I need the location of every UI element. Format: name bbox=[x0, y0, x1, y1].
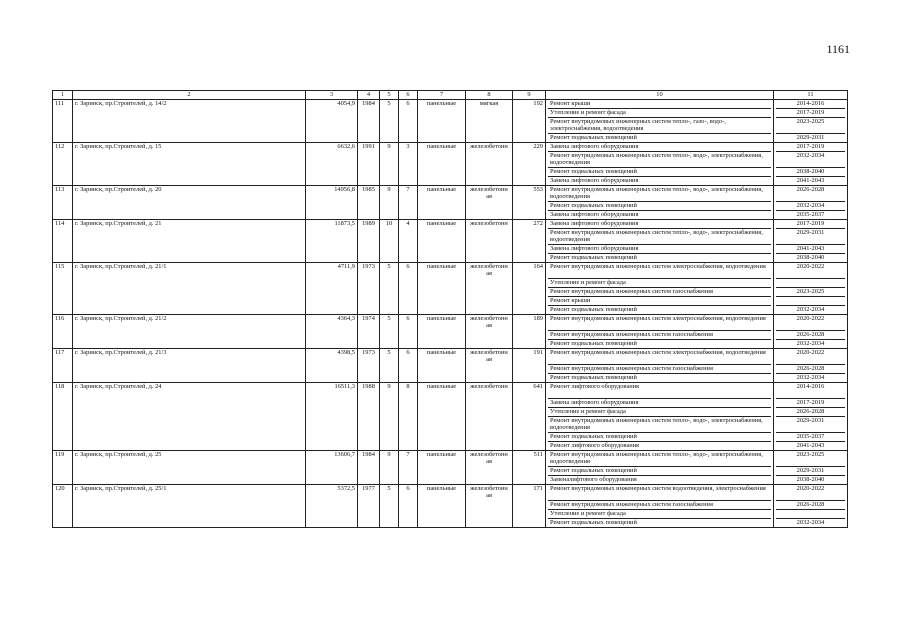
work-years: 2020-2022 bbox=[796, 263, 825, 270]
table-row bbox=[53, 349, 848, 383]
wall-material-cell: панельные bbox=[418, 220, 466, 263]
work-item: Ремонт внутридомовых инженерных систем электроснабжения, водоотведения bbox=[550, 263, 766, 270]
table-row bbox=[53, 100, 848, 143]
table-row bbox=[53, 451, 848, 485]
floors-cell: 5 bbox=[380, 485, 399, 528]
work-item: Замена лифтового оборудования bbox=[548, 399, 771, 408]
work-years: 2038-2040 bbox=[776, 476, 845, 485]
years-list bbox=[776, 220, 845, 262]
area-cell: 6632,6 bbox=[306, 143, 358, 186]
work-years: 2020-2022 bbox=[796, 485, 825, 492]
work-years: 2020-2022 bbox=[796, 315, 825, 322]
column-header-9: 9 bbox=[513, 91, 546, 100]
work-years: 2026-2028 bbox=[776, 365, 845, 374]
entrances-cell: 6 bbox=[399, 263, 418, 315]
years-list bbox=[776, 315, 845, 348]
row-number: 111 bbox=[53, 100, 73, 143]
work-years: 2041-2043 bbox=[776, 177, 845, 186]
work-years: 2026-2028 bbox=[776, 408, 845, 417]
floors-cell: 5 bbox=[380, 263, 399, 315]
work-years: 2014-2016 bbox=[796, 383, 825, 390]
works-cell bbox=[546, 143, 774, 186]
roof-type-cell: железобетонн ая bbox=[466, 263, 513, 315]
work-years: 2029-2031 bbox=[776, 229, 845, 245]
year-built-cell: 1988 bbox=[358, 383, 380, 451]
area-cell: 14956,8 bbox=[306, 186, 358, 220]
year-built-cell: 1973 bbox=[358, 263, 380, 315]
column-header-10: 10 bbox=[546, 91, 774, 100]
work-item: Ремонт внутридомовых инженерных систем электроснабжения, водоотведения bbox=[550, 315, 766, 322]
residents-cell: 511 bbox=[513, 451, 546, 485]
work-item: Ремонт подвальных помещений bbox=[548, 374, 771, 383]
entrances-cell: 6 bbox=[399, 485, 418, 528]
column-header-11: 11 bbox=[774, 91, 848, 100]
table-row bbox=[53, 485, 848, 528]
years-cell bbox=[774, 100, 848, 143]
roof-type-cell: мягкая bbox=[466, 100, 513, 143]
wall-material-cell: панельные bbox=[418, 485, 466, 528]
work-years: 2032-2034 bbox=[776, 202, 845, 211]
address-cell: г. Заринск, пр.Строителей, д. 21/2 bbox=[73, 315, 306, 349]
address-cell: г. Заринск, пр.Строителей, д. 24 bbox=[73, 383, 306, 451]
roof-type-cell: железобетонн ая bbox=[466, 451, 513, 485]
work-item: Утепление и ремонт фасада bbox=[548, 279, 771, 288]
work-years: 2026-2028 bbox=[776, 331, 845, 340]
works-cell bbox=[546, 451, 774, 485]
entrances-cell: 8 bbox=[399, 383, 418, 451]
works-cell bbox=[546, 100, 774, 143]
entrances-cell: 7 bbox=[399, 186, 418, 220]
wall-material-cell: панельные bbox=[418, 186, 466, 220]
years-list bbox=[776, 349, 845, 382]
area-cell: 13606,7 bbox=[306, 451, 358, 485]
residents-cell: 192 bbox=[513, 100, 546, 143]
work-years: 2029-2031 bbox=[776, 417, 845, 433]
years-cell bbox=[774, 263, 848, 315]
table-body bbox=[53, 100, 848, 528]
roof-type-cell: железобетонн ая bbox=[466, 315, 513, 349]
years-list bbox=[776, 186, 845, 219]
table-row bbox=[53, 315, 848, 349]
work-years: 2023-2025 bbox=[776, 118, 845, 134]
column-header-6: 6 bbox=[399, 91, 418, 100]
work-years bbox=[776, 510, 845, 519]
work-item: Заменалифтового оборудования bbox=[548, 476, 771, 485]
residents-cell: 164 bbox=[513, 263, 546, 315]
address-cell: г. Заринск, пр.Строителей, д. 14/2 bbox=[73, 100, 306, 143]
works-list bbox=[548, 451, 771, 484]
work-item: Ремонт подвальных помещений bbox=[548, 168, 771, 177]
row-number: 113 bbox=[53, 186, 73, 220]
roof-type-cell: железобетонн bbox=[466, 143, 513, 186]
column-header-5: 5 bbox=[380, 91, 399, 100]
year-built-cell: 1991 bbox=[358, 143, 380, 186]
floors-cell: 10 bbox=[380, 220, 399, 263]
works-cell bbox=[546, 186, 774, 220]
row-number: 120 bbox=[53, 485, 73, 528]
years-cell bbox=[774, 220, 848, 263]
year-built-cell: 1989 bbox=[358, 220, 380, 263]
floors-cell: 5 bbox=[380, 349, 399, 383]
work-years: 2032-2034 bbox=[776, 374, 845, 383]
table-row bbox=[53, 143, 848, 186]
work-years: 2038-2040 bbox=[776, 168, 845, 177]
entrances-cell: 6 bbox=[399, 100, 418, 143]
repair-schedule-table bbox=[52, 90, 848, 528]
works-list bbox=[548, 186, 771, 219]
entrances-cell: 6 bbox=[399, 315, 418, 349]
works-list bbox=[548, 315, 771, 348]
residents-cell: 553 bbox=[513, 186, 546, 220]
address-cell: г. Заринск, пр.Строителей, д. 25 bbox=[73, 451, 306, 485]
years-cell bbox=[774, 349, 848, 383]
years-list bbox=[776, 143, 845, 185]
area-cell: 16511,3 bbox=[306, 383, 358, 451]
residents-cell: 189 bbox=[513, 315, 546, 349]
table-row bbox=[53, 220, 848, 263]
area-cell: 4364,3 bbox=[306, 315, 358, 349]
work-years: 2041-2043 bbox=[776, 442, 845, 451]
header-row bbox=[53, 91, 848, 100]
years-cell bbox=[774, 383, 848, 451]
work-years: 2032-2034 bbox=[776, 306, 845, 315]
work-item: Ремонт подвальных помещений bbox=[548, 254, 771, 263]
area-cell: 4398,5 bbox=[306, 349, 358, 383]
roof-type-cell: железобетонн ая bbox=[466, 186, 513, 220]
work-years: 2017-2019 bbox=[776, 109, 845, 118]
year-built-cell: 1984 bbox=[358, 100, 380, 143]
works-cell bbox=[546, 263, 774, 315]
residents-cell: 641 bbox=[513, 383, 546, 451]
year-built-cell: 1974 bbox=[358, 315, 380, 349]
work-years: 2035-2037 bbox=[776, 211, 845, 220]
roof-type-cell: железобетонн bbox=[466, 383, 513, 451]
roof-type-cell: железобетонн ая bbox=[466, 349, 513, 383]
row-number: 116 bbox=[53, 315, 73, 349]
row-number: 119 bbox=[53, 451, 73, 485]
work-years: 2038-2040 bbox=[776, 254, 845, 263]
work-years: 2020-2022 bbox=[796, 349, 825, 356]
work-item: Ремонт внутридомовых инженерных систем газоснабжения bbox=[548, 331, 771, 340]
work-item: Ремонт внутридомовых инженерных систем тепло-, водо-, электроснабжения, водоотведения bbox=[548, 417, 771, 433]
wall-material-cell: панельные bbox=[418, 315, 466, 349]
area-cell: 4054,9 bbox=[306, 100, 358, 143]
work-item: Ремонт подвальных помещений bbox=[548, 202, 771, 211]
years-list bbox=[776, 383, 845, 450]
column-header-7: 7 bbox=[418, 91, 466, 100]
works-list bbox=[548, 263, 771, 314]
wall-material-cell: панельные bbox=[418, 451, 466, 485]
floors-cell: 9 bbox=[380, 186, 399, 220]
table-row bbox=[53, 383, 848, 451]
work-item: Ремонт подвальных помещений bbox=[548, 306, 771, 315]
work-item: Утепление и ремонт фасада bbox=[548, 408, 771, 417]
work-item: Утепление и ремонт фасада bbox=[548, 109, 771, 118]
page-number: 1161 bbox=[826, 42, 850, 56]
work-item: Ремонт подвальных помещений bbox=[548, 340, 771, 349]
wall-material-cell: панельные bbox=[418, 143, 466, 186]
floors-cell: 9 bbox=[380, 143, 399, 186]
wall-material-cell: панельные bbox=[418, 349, 466, 383]
row-number: 115 bbox=[53, 263, 73, 315]
row-number: 118 bbox=[53, 383, 73, 451]
area-cell: 5372,5 bbox=[306, 485, 358, 528]
work-years: 2035-2037 bbox=[776, 433, 845, 442]
works-cell bbox=[546, 220, 774, 263]
works-list bbox=[548, 143, 771, 185]
residents-cell: 191 bbox=[513, 349, 546, 383]
work-years bbox=[776, 279, 845, 288]
work-years: 2032-2034 bbox=[776, 340, 845, 349]
works-list bbox=[548, 485, 771, 527]
work-item: Ремонт внутридомовых инженерных систем тепло-, газо-, водо-, электроснабжения, водоотведения bbox=[548, 118, 771, 134]
works-cell bbox=[546, 485, 774, 528]
table-row bbox=[53, 263, 848, 315]
work-item: Замена лифтового оборудования bbox=[548, 245, 771, 254]
works-list bbox=[548, 349, 771, 382]
residents-cell: 229 bbox=[513, 143, 546, 186]
works-list bbox=[548, 100, 771, 142]
column-header-8: 8 bbox=[466, 91, 513, 100]
work-item: Ремонт крыши bbox=[548, 297, 771, 306]
work-years: 2032-2034 bbox=[776, 519, 845, 528]
years-list bbox=[776, 100, 845, 142]
floors-cell: 5 bbox=[380, 315, 399, 349]
work-years bbox=[776, 297, 845, 306]
roof-type-cell: железобетонн bbox=[466, 220, 513, 263]
work-item: Замена лифтового оборудования bbox=[550, 143, 639, 150]
work-years: 2026-2028 bbox=[796, 186, 825, 193]
work-years: 2032-2034 bbox=[776, 152, 845, 168]
work-years: 2017-2019 bbox=[796, 220, 825, 227]
work-item: Ремонт внутридомовых инженерных систем газоснабжения bbox=[548, 365, 771, 374]
floors-cell: 9 bbox=[380, 383, 399, 451]
years-list bbox=[776, 451, 845, 484]
column-header-4: 4 bbox=[358, 91, 380, 100]
wall-material-cell: панельные bbox=[418, 383, 466, 451]
years-cell bbox=[774, 485, 848, 528]
work-years: 2029-2031 bbox=[776, 467, 845, 476]
work-item: Ремонт внутридомовых инженерных систем газоснабжения bbox=[548, 288, 771, 297]
row-number: 117 bbox=[53, 349, 73, 383]
work-item: Замена лифтового оборудования bbox=[548, 211, 771, 220]
work-years: 2014-2016 bbox=[796, 100, 825, 107]
work-years: 2017-2019 bbox=[796, 143, 825, 150]
years-list bbox=[776, 263, 845, 314]
work-item: Замена лифтового оборудования bbox=[550, 220, 639, 227]
row-number: 114 bbox=[53, 220, 73, 263]
work-item: Ремонт внутридомовых инженерных систем тепло-, водо-, электроснабжения, водоотведения bbox=[550, 451, 763, 466]
work-years: 2017-2019 bbox=[776, 399, 845, 408]
column-header-2: 2 bbox=[73, 91, 306, 100]
work-item: Ремонт внутридомовых инженерных систем электроснабжения, водоотведения bbox=[550, 349, 766, 356]
years-cell bbox=[774, 143, 848, 186]
year-built-cell: 1985 bbox=[358, 186, 380, 220]
works-cell bbox=[546, 349, 774, 383]
row-number: 112 bbox=[53, 143, 73, 186]
works-list bbox=[548, 383, 771, 450]
year-built-cell: 1977 bbox=[358, 485, 380, 528]
work-item: Ремонт внутридомовых инженерных систем тепло-, водо-, электроснабжения, водоотведения bbox=[548, 152, 771, 168]
works-list bbox=[548, 220, 771, 262]
years-cell bbox=[774, 451, 848, 485]
work-item: Ремонт внутридомовых инженерных систем тепло-, водо-, электроснабжения, водоотведения bbox=[550, 186, 763, 201]
work-item: Ремонт внутридомовых инженерных систем водоотведения, электроснабжения bbox=[550, 485, 766, 492]
work-years: 2023-2025 bbox=[796, 451, 825, 458]
year-built-cell: 1984 bbox=[358, 451, 380, 485]
work-item: Утепление и ремонт фасада bbox=[548, 510, 771, 519]
floors-cell: 9 bbox=[380, 451, 399, 485]
work-item: Ремонт крыши bbox=[550, 100, 591, 107]
address-cell: г. Заринск, пр.Строителей, д. 21/1 bbox=[73, 263, 306, 315]
wall-material-cell: панельные bbox=[418, 263, 466, 315]
address-cell: г. Заринск, пр.Строителей, д. 15 bbox=[73, 143, 306, 186]
works-cell bbox=[546, 383, 774, 451]
residents-cell: 171 bbox=[513, 485, 546, 528]
years-list bbox=[776, 485, 845, 527]
entrances-cell: 3 bbox=[399, 143, 418, 186]
entrances-cell: 7 bbox=[399, 451, 418, 485]
work-item: Ремонт подвальных помещений bbox=[548, 134, 771, 143]
residents-cell: 272 bbox=[513, 220, 546, 263]
work-years: 2029-2031 bbox=[776, 134, 845, 143]
works-cell bbox=[546, 315, 774, 349]
address-cell: г. Заринск, пр.Строителей, д. 21/3 bbox=[73, 349, 306, 383]
column-header-3: 3 bbox=[306, 91, 358, 100]
work-item: Замена лифтового оборудования bbox=[548, 177, 771, 186]
address-cell: г. Заринск, пр.Строителей, д. 21 bbox=[73, 220, 306, 263]
work-years: 2023-2025 bbox=[776, 288, 845, 297]
work-item: Ремонт лифтового оборудования bbox=[550, 383, 639, 390]
roof-type-cell: железобетонн ая bbox=[466, 485, 513, 528]
work-item: Ремонт внутридомовых инженерных систем тепло-, водо-, электроснабжения, водоотведения bbox=[548, 229, 771, 245]
column-header-1: 1 bbox=[53, 91, 73, 100]
area-cell: 4711,9 bbox=[306, 263, 358, 315]
work-years: 2026-2028 bbox=[776, 501, 845, 510]
wall-material-cell: панельные bbox=[418, 100, 466, 143]
work-item: Ремонт внутридомовых инженерных систем газоснабжения bbox=[548, 501, 771, 510]
entrances-cell: 4 bbox=[399, 220, 418, 263]
years-cell bbox=[774, 315, 848, 349]
work-item: Ремонт лифтового оборудования bbox=[548, 442, 771, 451]
table-row bbox=[53, 186, 848, 220]
work-years: 2041-2043 bbox=[776, 245, 845, 254]
address-cell: г. Заринск, пр.Строителей, д. 25/1 bbox=[73, 485, 306, 528]
work-item: Ремонт подвальных помещений bbox=[548, 519, 771, 528]
floors-cell: 5 bbox=[380, 100, 399, 143]
address-cell: г. Заринск, пр.Строителей, д. 20 bbox=[73, 186, 306, 220]
years-cell bbox=[774, 186, 848, 220]
area-cell: 11873,5 bbox=[306, 220, 358, 263]
entrances-cell: 6 bbox=[399, 349, 418, 383]
work-item: Ремонт подвальных помещений bbox=[548, 433, 771, 442]
work-item: Ремонт подвальных помещений bbox=[548, 467, 771, 476]
year-built-cell: 1973 bbox=[358, 349, 380, 383]
